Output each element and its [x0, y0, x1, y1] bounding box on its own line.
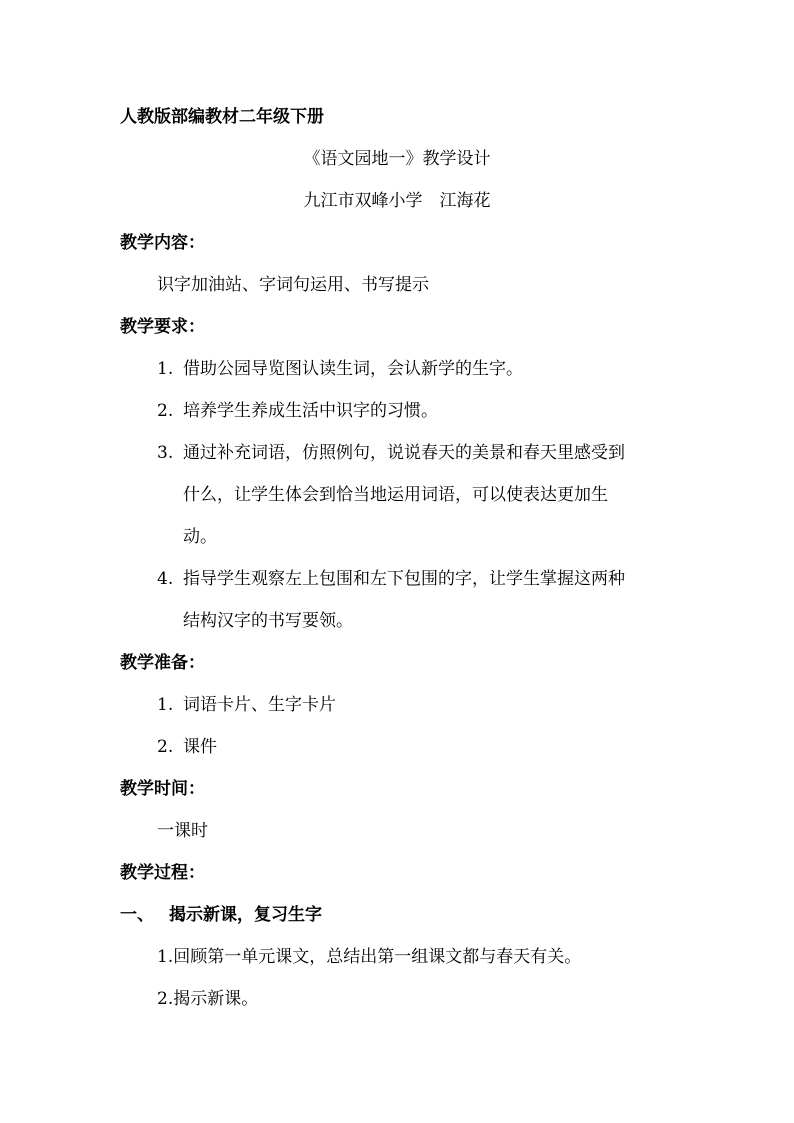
- process-step-one: [120, 904, 322, 926]
- preparation-number: 1.: [157, 695, 174, 715]
- requirement-text: 通过补充词语，仿照例句，说说春天的美景和春天里感受到: [183, 443, 625, 463]
- preparation-heading: 教学准备：: [120, 653, 205, 673]
- preparation-item-2: [157, 736, 217, 758]
- preparation-item-1: [157, 694, 336, 716]
- process-number: 2.: [157, 989, 174, 1009]
- process-number: 1.: [157, 947, 174, 967]
- requirement-item-2: [157, 400, 438, 422]
- time-text: 一课时: [157, 821, 208, 841]
- requirement-text: 指导学生观察左上包围和左下包围的字，让学生掌握这两种: [183, 569, 625, 589]
- preparation-text: 课件: [183, 737, 217, 757]
- preparation-number: 2.: [157, 737, 174, 757]
- process-item-1: [157, 946, 581, 968]
- requirement-item-1: [157, 358, 523, 380]
- requirements-heading: 教学要求：: [120, 317, 205, 337]
- step-number: 一、: [120, 905, 154, 925]
- step-title: 揭示新课，复习生字: [169, 905, 322, 925]
- content-heading: 教学内容：: [120, 233, 205, 253]
- time-heading: 教学时间：: [120, 779, 205, 799]
- process-item-2: [157, 988, 258, 1010]
- requirement-item-3-continuation: 什么，让学生体会到恰当地运用词语，可以使表达更加生: [183, 485, 608, 505]
- requirement-number: 4.: [157, 569, 174, 589]
- requirement-item-4: [157, 568, 625, 590]
- process-heading: 教学过程：: [120, 863, 205, 883]
- process-text: 回顾第一单元课文，总结出第一组课文都与春天有关。: [173, 947, 582, 967]
- preparation-text: 词语卡片、生字卡片: [183, 695, 336, 715]
- process-text: 揭示新课。: [173, 989, 259, 1009]
- requirement-text: 培养学生养成生活中识字的习惯。: [183, 401, 438, 421]
- author-line: 九江市双峰小学 江海花: [303, 191, 491, 211]
- content-text: 识字加油站、字词句运用、书写提示: [157, 275, 429, 295]
- edition-line: 人教版部编教材二年级下册: [120, 107, 324, 127]
- requirement-item-4-continuation: 结构汉字的书写要领。: [183, 611, 353, 631]
- requirement-number: 1.: [157, 359, 174, 379]
- requirement-item-3-continuation: 动。: [183, 527, 217, 547]
- requirement-item-3: [157, 442, 625, 464]
- requirement-text: 借助公园导览图认读生词，会认新学的生字。: [183, 359, 523, 379]
- requirement-number: 2.: [157, 401, 174, 421]
- document-title: 《语文园地一》教学设计: [303, 149, 491, 169]
- requirement-number: 3.: [157, 443, 174, 463]
